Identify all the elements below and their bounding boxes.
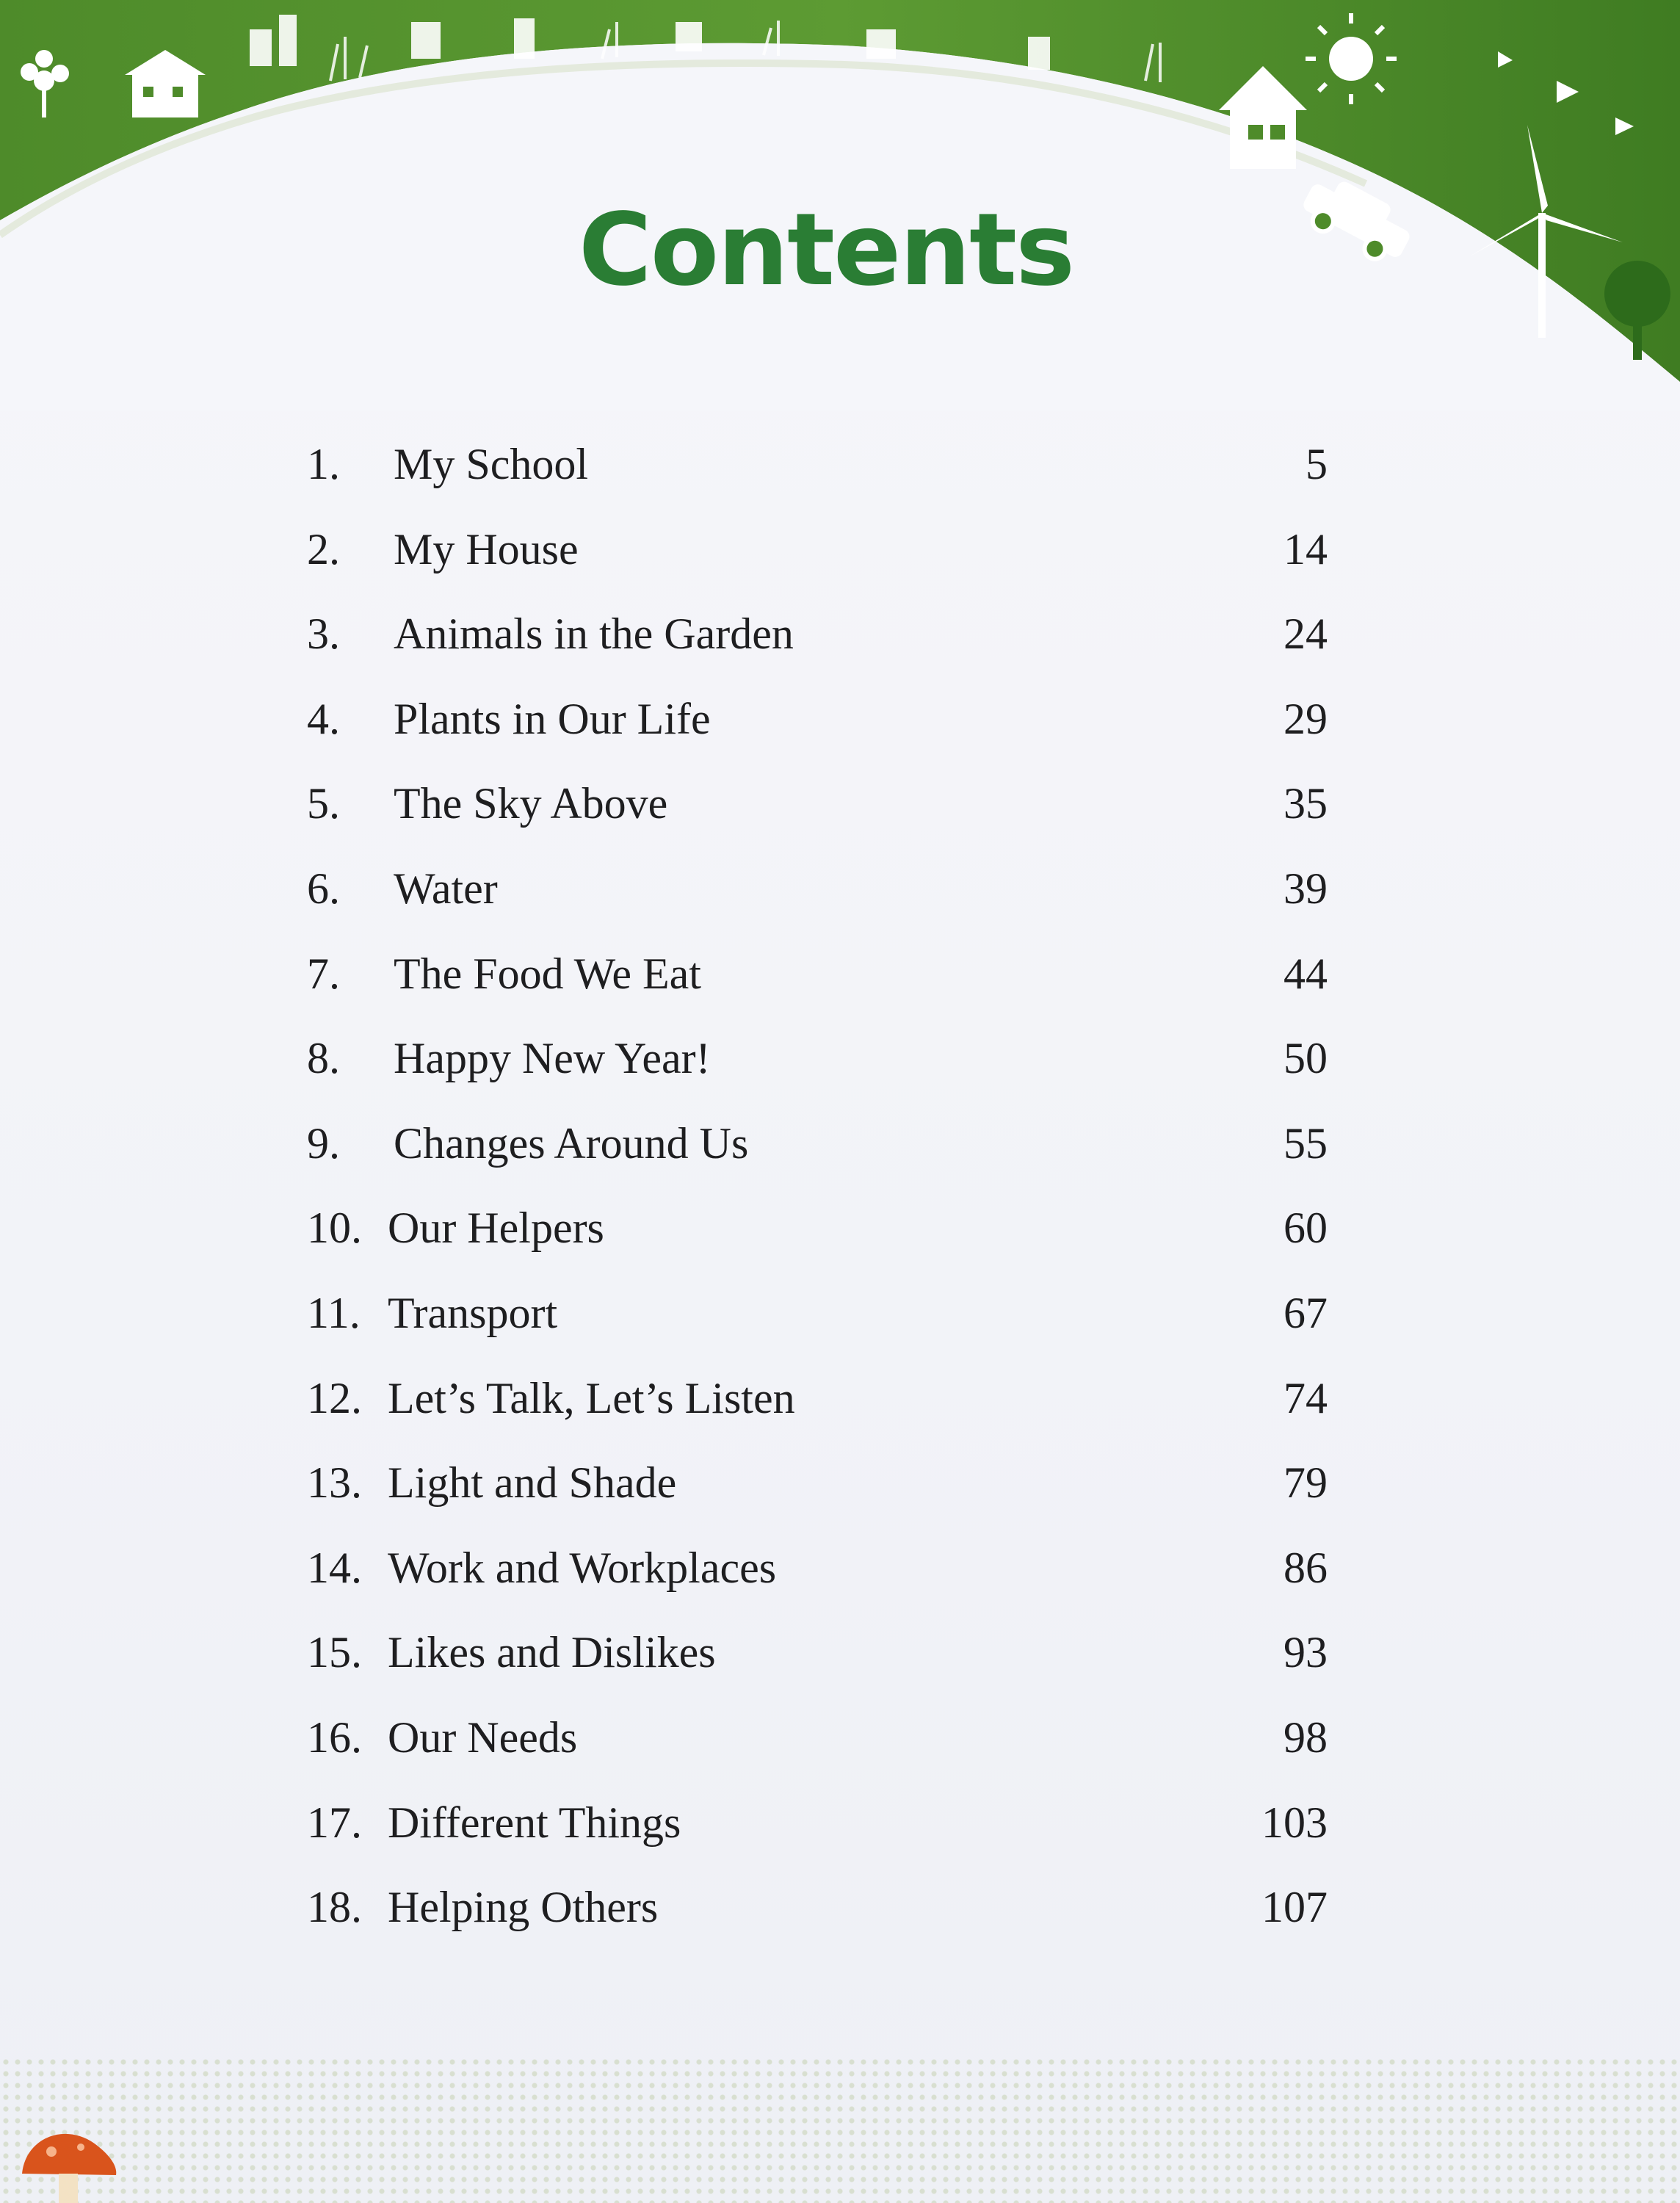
toc-entry[interactable]	[307, 1021, 1328, 1107]
chapter-title: Work and Workplaces	[388, 1543, 777, 1592]
chapter-number: 16.	[307, 1712, 362, 1762]
toc-entry[interactable]	[307, 1276, 1328, 1361]
chapter-title: Transport	[388, 1288, 558, 1337]
chapter-title: Likes and Dislikes	[388, 1628, 716, 1677]
page-number: 107	[1261, 1883, 1328, 1932]
toc-entry[interactable]	[307, 597, 1328, 682]
chapter-number: 7.	[307, 949, 340, 998]
toc-entry[interactable]	[307, 513, 1328, 598]
chapter-number: 12.	[307, 1373, 362, 1422]
chapter-number: 1.	[307, 440, 340, 488]
chapter-number: 13.	[307, 1458, 362, 1508]
chapter-number: 17.	[307, 1798, 362, 1847]
chapter-title: Changes Around Us	[394, 1118, 749, 1168]
toc-entry[interactable]	[307, 937, 1328, 1022]
chapter-title: Plants in Our Life	[394, 694, 711, 743]
chapter-title: Light and Shade	[388, 1458, 677, 1508]
chapter-number: 15.	[307, 1628, 362, 1677]
chapter-number: 18.	[307, 1883, 362, 1932]
chapter-title: My School	[394, 440, 589, 488]
dotted-footer-pattern	[0, 2056, 1680, 2203]
toc-entry[interactable]	[307, 1361, 1328, 1447]
chapter-title: Animals in the Garden	[394, 609, 794, 659]
chapter-number: 5.	[307, 779, 340, 828]
toc-entry[interactable]	[307, 1870, 1328, 1956]
page-number: 60	[1283, 1204, 1328, 1253]
chapter-title: Happy New Year!	[394, 1034, 711, 1083]
toc-entry[interactable]	[307, 427, 1328, 513]
page-number: 93	[1283, 1628, 1328, 1677]
page-number: 50	[1283, 1034, 1328, 1083]
mushroom-icon	[22, 2122, 125, 2203]
page-number: 86	[1283, 1543, 1328, 1592]
toc-entry[interactable]	[307, 852, 1328, 937]
page-number: 35	[1283, 779, 1328, 828]
toc-entry[interactable]	[307, 1531, 1328, 1616]
page-number: 74	[1283, 1373, 1328, 1422]
chapter-number: 6.	[307, 864, 340, 913]
page-number: 67	[1283, 1288, 1328, 1337]
toc-entry[interactable]	[307, 682, 1328, 767]
chapter-number: 11.	[307, 1288, 361, 1337]
toc-entry[interactable]	[307, 1786, 1328, 1871]
page-number: 79	[1283, 1458, 1328, 1508]
page-title: Contents	[578, 192, 1074, 308]
page-number: 103	[1261, 1798, 1328, 1847]
chapter-title: Helping Others	[388, 1883, 659, 1932]
chapter-title: The Food We Eat	[394, 949, 701, 998]
chapter-title: Water	[394, 864, 498, 913]
page-number: 98	[1283, 1712, 1328, 1762]
chapter-number: 9.	[307, 1118, 340, 1168]
page-number: 44	[1283, 949, 1328, 998]
chapter-title: The Sky Above	[394, 779, 668, 828]
page-number: 24	[1283, 609, 1328, 659]
chapter-number: 4.	[307, 694, 340, 743]
toc-entry[interactable]	[307, 1701, 1328, 1786]
chapter-number: 2.	[307, 524, 340, 574]
chapter-number: 10.	[307, 1204, 362, 1253]
toc-entry[interactable]	[307, 1107, 1328, 1192]
chapter-title: Our Needs	[388, 1712, 578, 1762]
chapter-title: Different Things	[388, 1798, 681, 1847]
table-of-contents	[307, 427, 1328, 1956]
chapter-number: 14.	[307, 1543, 362, 1592]
page-number: 5	[1306, 440, 1328, 488]
page-number: 14	[1283, 524, 1328, 574]
toc-entry[interactable]	[307, 767, 1328, 852]
toc-entry[interactable]	[307, 1191, 1328, 1276]
chapter-number: 8.	[307, 1034, 340, 1083]
toc-entry[interactable]	[307, 1446, 1328, 1531]
toc-entry[interactable]	[307, 1616, 1328, 1701]
chapter-title: Let’s Talk, Let’s Listen	[388, 1373, 795, 1422]
chapter-number: 3.	[307, 609, 340, 659]
page-number: 29	[1283, 694, 1328, 743]
chapter-title: My House	[394, 524, 579, 574]
page-number: 55	[1283, 1118, 1328, 1168]
page-number: 39	[1283, 864, 1328, 913]
chapter-title: Our Helpers	[388, 1204, 604, 1253]
